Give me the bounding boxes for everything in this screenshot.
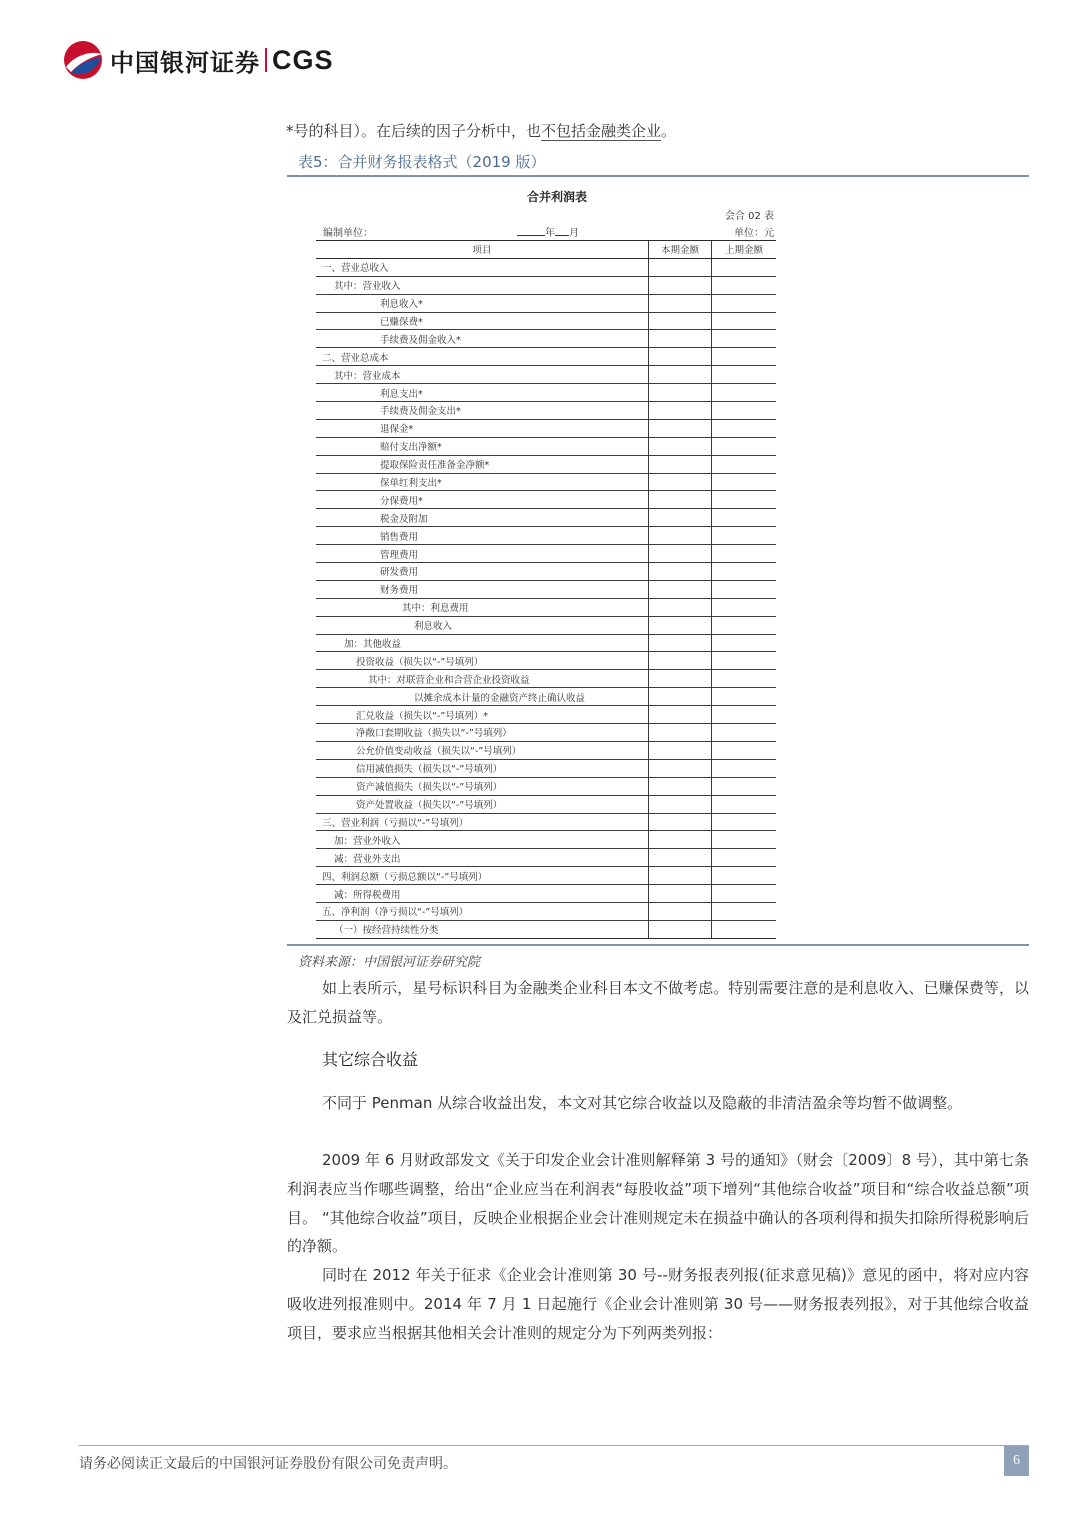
- previous-amount-cell: [712, 330, 777, 348]
- current-amount-cell: [649, 652, 712, 670]
- current-amount-cell: [649, 724, 712, 742]
- previous-amount-cell: [712, 294, 777, 312]
- table-row: [316, 724, 776, 742]
- previous-amount-cell: [712, 527, 777, 545]
- table-row: [316, 527, 776, 545]
- row-label: 保单红利支出*: [316, 473, 649, 491]
- table-row: [316, 366, 776, 384]
- row-label: 以摊余成本计量的金融资产终止确认收益: [316, 688, 649, 706]
- footer-disclaimer: 请务必阅读正文最后的中国银河证券股份有限公司免责声明。: [79, 1456, 457, 1472]
- table-row: [316, 688, 776, 706]
- row-label: 其中：利息费用: [316, 598, 649, 616]
- table-row: [316, 652, 776, 670]
- table-row: [316, 491, 776, 509]
- table-row: [316, 312, 776, 330]
- row-label: 已赚保费*: [316, 312, 649, 330]
- table-row: [316, 509, 776, 527]
- current-amount-cell: [649, 867, 712, 885]
- header-item: 项目: [316, 241, 649, 259]
- current-amount-cell: [649, 849, 712, 867]
- month-blank: [555, 226, 569, 236]
- table-row: [316, 885, 776, 903]
- table-row: [316, 563, 776, 581]
- row-label: 其中：营业成本: [316, 366, 649, 384]
- table-row: [316, 902, 776, 920]
- previous-amount-cell: [712, 724, 777, 742]
- income-statement-table: [316, 240, 776, 939]
- current-amount-cell: [649, 563, 712, 581]
- income-statement-form: [287, 178, 1029, 942]
- current-amount-cell: [649, 455, 712, 473]
- current-amount-cell: [649, 777, 712, 795]
- current-amount-cell: [649, 688, 712, 706]
- row-label: 信用减值损失（损失以“-”号填列）: [316, 759, 649, 777]
- table-row: [316, 706, 776, 724]
- section-heading: 其它综合收益: [322, 1050, 419, 1069]
- current-amount-cell: [649, 348, 712, 366]
- current-amount-cell: [649, 491, 712, 509]
- row-label: 四、利润总额（亏损总额以“-”号填列）: [316, 867, 649, 885]
- row-label: 利息收入: [316, 616, 649, 634]
- logo-english-name: CGS: [272, 44, 334, 75]
- table-row: [316, 598, 776, 616]
- current-amount-cell: [649, 831, 712, 849]
- current-amount-cell: [649, 741, 712, 759]
- table-row: [316, 276, 776, 294]
- statement-title: 合并利润表: [526, 190, 587, 204]
- table-row: [316, 258, 776, 276]
- previous-amount-cell: [712, 473, 777, 491]
- company-logo: [62, 40, 334, 80]
- footer-divider: [79, 1445, 1029, 1446]
- previous-amount-cell: [712, 902, 777, 920]
- table-row: [316, 867, 776, 885]
- row-label: 三、营业利润（亏损以“-”号填列）: [316, 813, 649, 831]
- row-label: 投资收益（损失以“-”号填列）: [316, 652, 649, 670]
- logo-separator: [265, 48, 267, 72]
- current-amount-cell: [649, 813, 712, 831]
- paragraph-3: 2009 年 6 月财政部发文《关于印发企业会计准则解释第 3 号的通知》（财会〔2009〕8 号），其中第七条利润表应当作哪些调整，给出“企业应当在利润表“每股收益”项下增列“其他综合收益”项目和“综合收益总额”项目。 “其他综合收益”项目，反映企业根据企业会计准则规定未在损益中确认的各项利得和损失扣除所得税影响后的净额。: [287, 1151, 1029, 1256]
- table-row: [316, 616, 776, 634]
- previous-amount-cell: [712, 920, 777, 938]
- logo-chinese-name: 中国银河证券: [110, 48, 260, 77]
- row-label: 加：营业外收入: [316, 831, 649, 849]
- row-label: 净敞口套期收益（损失以“-”号填列）: [316, 724, 649, 742]
- previous-amount-cell: [712, 419, 777, 437]
- previous-amount-cell: [712, 777, 777, 795]
- previous-amount-cell: [712, 759, 777, 777]
- unit-label: 单位：元: [734, 228, 774, 239]
- previous-amount-cell: [712, 616, 777, 634]
- current-amount-cell: [649, 527, 712, 545]
- table-row: [316, 670, 776, 688]
- current-amount-cell: [649, 437, 712, 455]
- table-row: [316, 402, 776, 420]
- previous-amount-cell: [712, 670, 777, 688]
- table-row: [316, 545, 776, 563]
- previous-amount-cell: [712, 652, 777, 670]
- page-number: 6: [1004, 1446, 1029, 1476]
- table-row: [316, 330, 776, 348]
- current-amount-cell: [649, 598, 712, 616]
- table-row: [316, 795, 776, 813]
- current-amount-cell: [649, 312, 712, 330]
- previous-amount-cell: [712, 867, 777, 885]
- caption-divider: [287, 175, 1029, 177]
- table-body: [316, 258, 776, 938]
- header-current: 本期金额: [649, 241, 712, 259]
- table-row: [316, 759, 776, 777]
- current-amount-cell: [649, 616, 712, 634]
- current-amount-cell: [649, 545, 712, 563]
- previous-amount-cell: [712, 437, 777, 455]
- source-note: 资料来源：中国银河证券研究院: [298, 955, 481, 970]
- row-label: 手续费及佣金收入*: [316, 330, 649, 348]
- current-amount-cell: [649, 330, 712, 348]
- current-amount-cell: [649, 902, 712, 920]
- table-row: [316, 455, 776, 473]
- current-amount-cell: [649, 419, 712, 437]
- paragraph-1: 如上表所示，星号标识科目为金融类企业科目本文不做考虑。特别需要注意的是利息收入、已赚保费等，以及汇兑损益等。: [287, 979, 1029, 1026]
- row-label: 手续费及佣金支出*: [316, 402, 649, 420]
- row-label: 其中：营业收入: [316, 276, 649, 294]
- paragraph-2: 不同于 Penman 从综合收益出发，本文对其它综合收益以及隐蔽的非清洁盈余等均暂不做调整。: [322, 1094, 963, 1112]
- row-label: （一）按经营持续性分类: [316, 920, 649, 938]
- previous-amount-cell: [712, 580, 777, 598]
- header-previous: 上期金额: [712, 241, 777, 259]
- previous-amount-cell: [712, 384, 777, 402]
- previous-amount-cell: [712, 455, 777, 473]
- previous-amount-cell: [712, 276, 777, 294]
- row-label: 资产减值损失（损失以“-”号填列）: [316, 777, 649, 795]
- current-amount-cell: [649, 920, 712, 938]
- table-row: [316, 920, 776, 938]
- current-amount-cell: [649, 276, 712, 294]
- row-label: 汇兑收益（损失以“-”号填列）*: [316, 706, 649, 724]
- table-header-row: [316, 241, 776, 259]
- row-label: 研发费用: [316, 563, 649, 581]
- galaxy-logo-icon: [62, 40, 104, 80]
- current-amount-cell: [649, 384, 712, 402]
- current-amount-cell: [649, 366, 712, 384]
- current-amount-cell: [649, 670, 712, 688]
- row-label: 销售费用: [316, 527, 649, 545]
- current-amount-cell: [649, 509, 712, 527]
- table-row: [316, 437, 776, 455]
- row-label: 公允价值变动收益（损失以“-”号填列）: [316, 741, 649, 759]
- current-amount-cell: [649, 885, 712, 903]
- row-label: 减：所得税费用: [316, 885, 649, 903]
- paragraph-4: 同时在 2012 年关于征求《企业会计准则第 30 号--财务报表列报(征求意见稿)》意见的函中，将对应内容吸收进列报准则中。2014 年 7 月 1 日起施行《企业会计准则第 30 号——财务报表列报》，对于其他综合收益项目，要求应当根据其他相关会计准则的规定分为下列两类列报：: [287, 1266, 1029, 1342]
- org-label: 编制单位：: [323, 228, 373, 239]
- current-amount-cell: [649, 402, 712, 420]
- table-row: [316, 741, 776, 759]
- table-row: [316, 294, 776, 312]
- previous-amount-cell: [712, 598, 777, 616]
- previous-amount-cell: [712, 348, 777, 366]
- intro-line: [286, 120, 676, 141]
- previous-amount-cell: [712, 634, 777, 652]
- intro-text-after: 。: [661, 122, 677, 140]
- intro-text-before: *号的科目）。在后续的因子分析中，也: [286, 122, 542, 140]
- current-amount-cell: [649, 258, 712, 276]
- previous-amount-cell: [712, 258, 777, 276]
- row-label: 一、营业总收入: [316, 258, 649, 276]
- previous-amount-cell: [712, 813, 777, 831]
- table-row: [316, 419, 776, 437]
- current-amount-cell: [649, 634, 712, 652]
- row-label: 其中：对联营企业和合营企业投资收益: [316, 670, 649, 688]
- previous-amount-cell: [712, 563, 777, 581]
- row-label: 财务费用: [316, 580, 649, 598]
- table-row: [316, 634, 776, 652]
- table-row: [316, 580, 776, 598]
- table-row: [316, 777, 776, 795]
- row-label: 利息收入*: [316, 294, 649, 312]
- previous-amount-cell: [712, 366, 777, 384]
- table-caption: 表5：合并财务报表格式（2019 版）: [298, 153, 546, 171]
- previous-amount-cell: [712, 688, 777, 706]
- previous-amount-cell: [712, 312, 777, 330]
- previous-amount-cell: [712, 885, 777, 903]
- year-blank: [517, 226, 545, 236]
- row-label: 管理费用: [316, 545, 649, 563]
- table-row: [316, 473, 776, 491]
- date-fields: [517, 224, 579, 239]
- row-label: 税金及附加: [316, 509, 649, 527]
- previous-amount-cell: [712, 491, 777, 509]
- previous-amount-cell: [712, 509, 777, 527]
- row-label: 加：其他收益: [316, 634, 649, 652]
- row-label: 五、净利润（净亏损以“-”号填列）: [316, 902, 649, 920]
- row-label: 二、营业总成本: [316, 348, 649, 366]
- row-label: 退保金*: [316, 419, 649, 437]
- table-row: [316, 813, 776, 831]
- month-label: 月: [569, 228, 579, 239]
- current-amount-cell: [649, 795, 712, 813]
- table-row: [316, 348, 776, 366]
- previous-amount-cell: [712, 831, 777, 849]
- current-amount-cell: [649, 580, 712, 598]
- current-amount-cell: [649, 473, 712, 491]
- previous-amount-cell: [712, 849, 777, 867]
- form-code: 会合 02 表: [724, 211, 774, 222]
- current-amount-cell: [649, 294, 712, 312]
- intro-text-underlined: 不包括金融类企业: [541, 122, 662, 140]
- previous-amount-cell: [712, 741, 777, 759]
- table-row: [316, 831, 776, 849]
- row-label: 减：营业外支出: [316, 849, 649, 867]
- table-row: [316, 849, 776, 867]
- row-label: 赔付支出净额*: [316, 437, 649, 455]
- table-bottom-divider: [287, 944, 1029, 946]
- previous-amount-cell: [712, 706, 777, 724]
- row-label: 提取保险责任准备金净额*: [316, 455, 649, 473]
- table-row: [316, 384, 776, 402]
- row-label: 分保费用*: [316, 491, 649, 509]
- row-label: 利息支出*: [316, 384, 649, 402]
- previous-amount-cell: [712, 402, 777, 420]
- current-amount-cell: [649, 706, 712, 724]
- year-label: 年: [545, 228, 555, 239]
- previous-amount-cell: [712, 545, 777, 563]
- current-amount-cell: [649, 759, 712, 777]
- previous-amount-cell: [712, 795, 777, 813]
- row-label: 资产处置收益（损失以“-”号填列）: [316, 795, 649, 813]
